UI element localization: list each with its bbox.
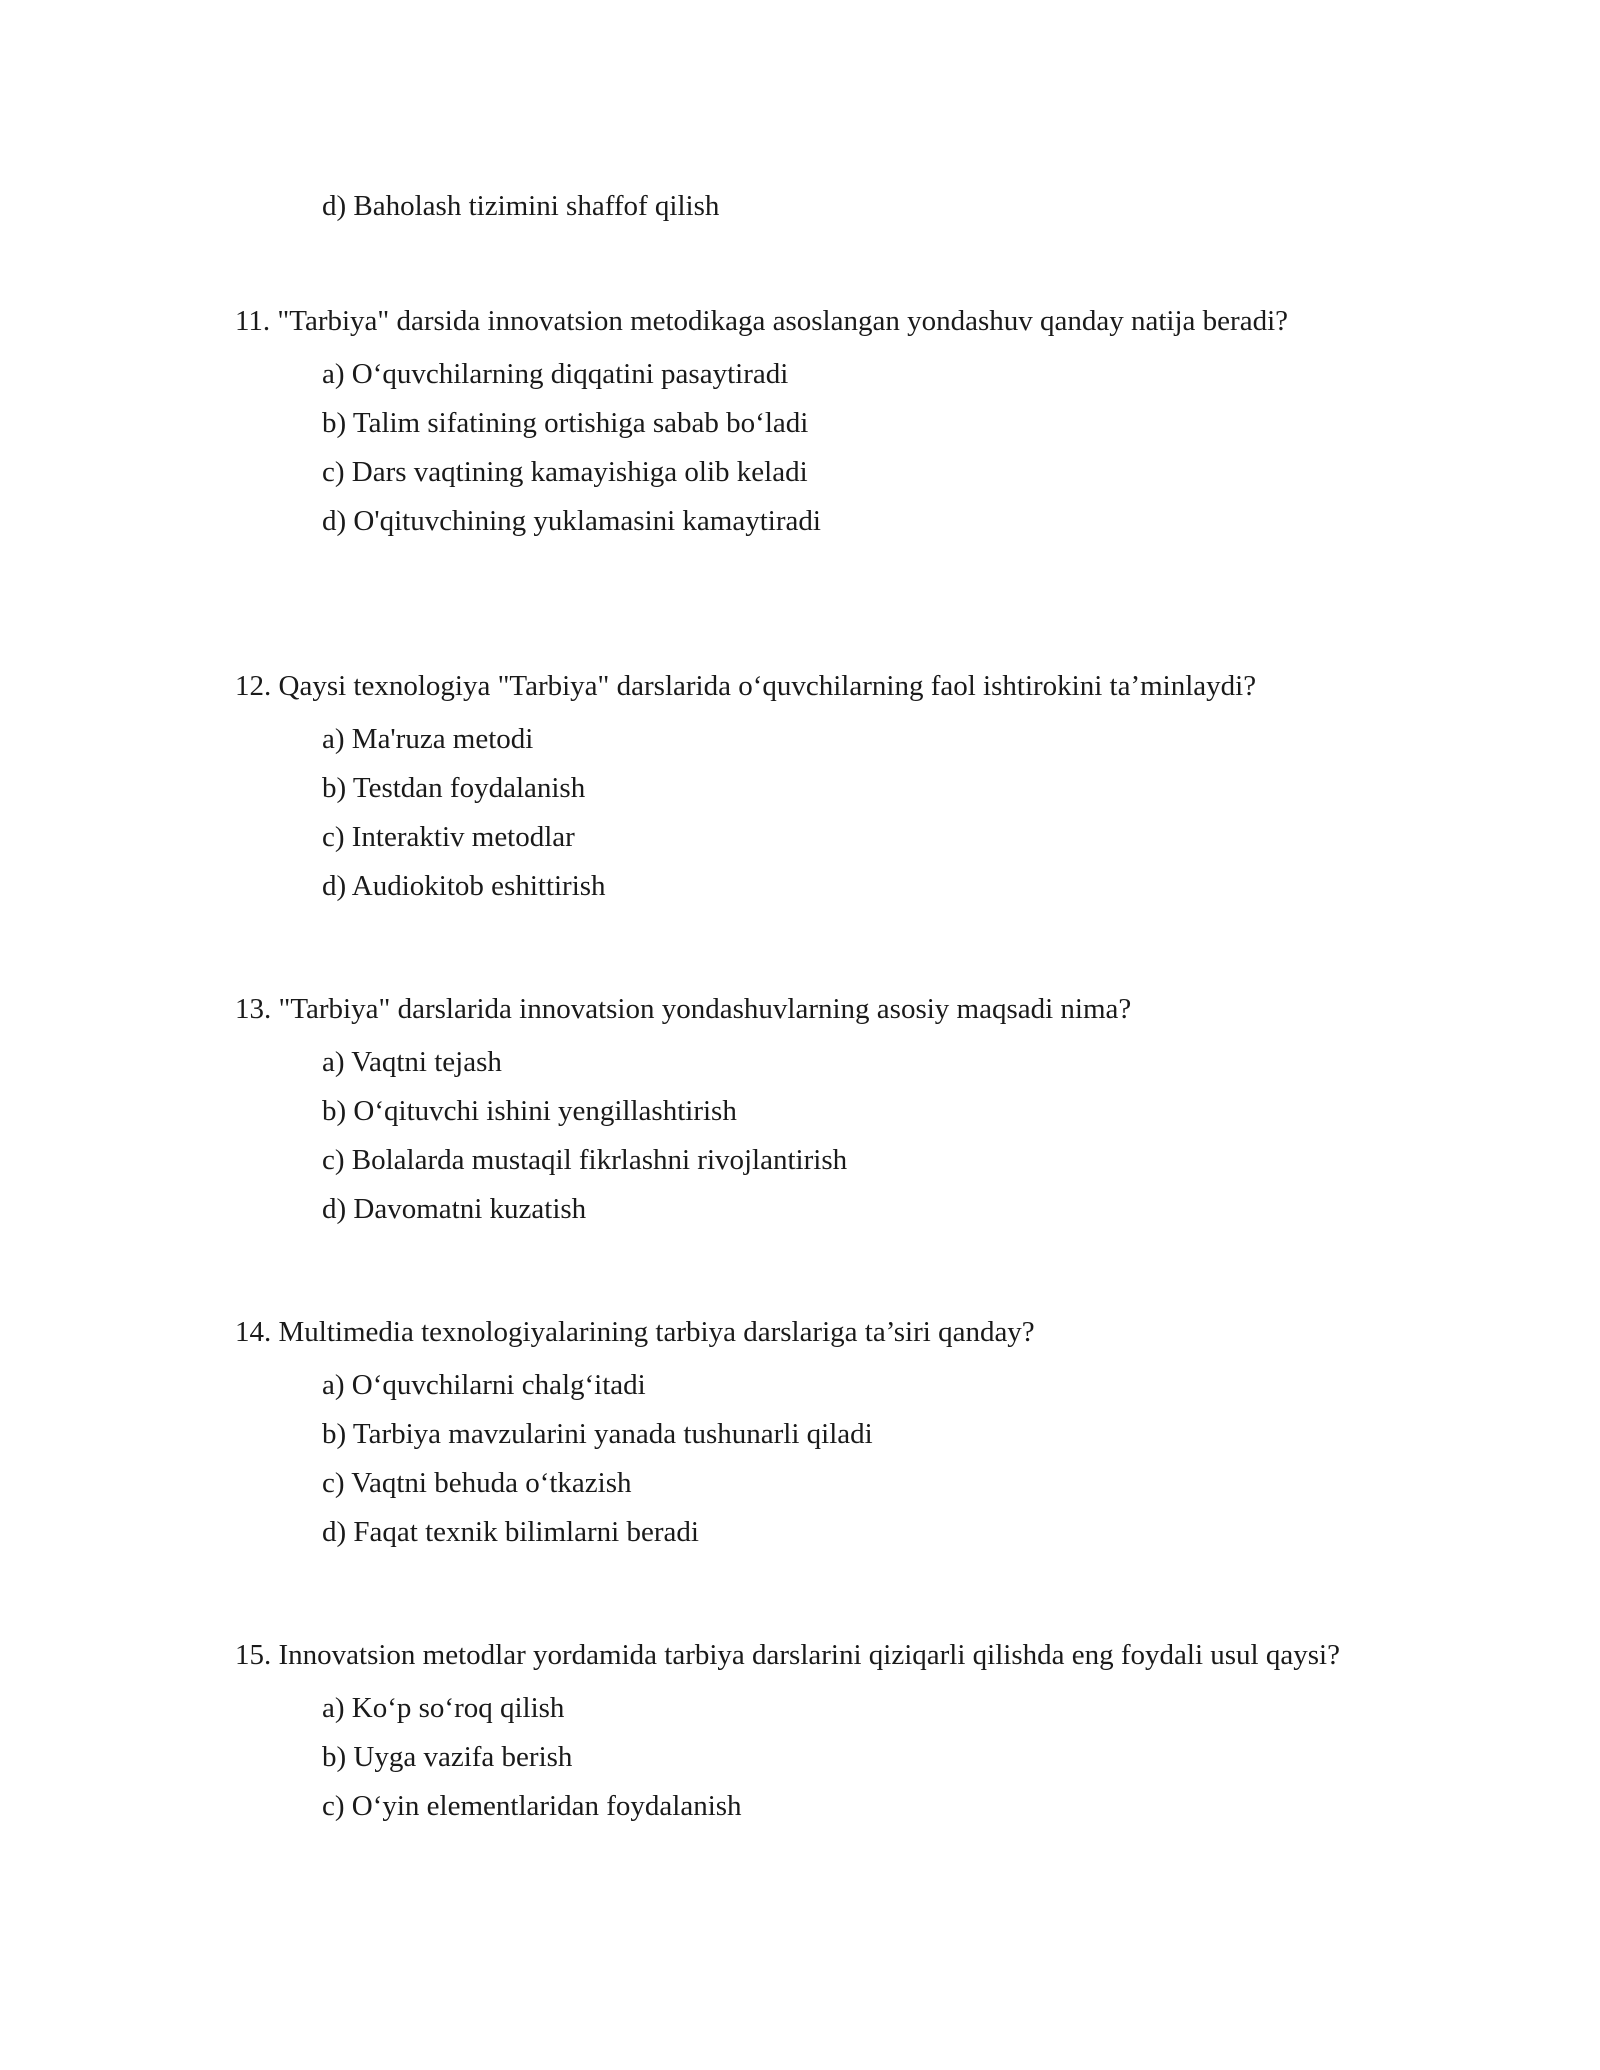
option-a: a) Vaqtni tejash [322, 1046, 502, 1078]
options-list [322, 1690, 1365, 1837]
option-c: c) Bolalarda mustaqil fikrlashni rivojlantirish [322, 1144, 848, 1176]
question-14 [235, 1311, 1365, 1563]
options-list [322, 356, 1365, 552]
option-d: d) Davomatni kuzatish [322, 1193, 587, 1225]
option-c: c) Interaktiv metodlar [322, 821, 575, 853]
option-d: d) Faqat texnik bilimlarni beradi [322, 1516, 699, 1548]
options-list [322, 1367, 1365, 1563]
options-list [322, 721, 1365, 917]
option-b: b) O‘qituvchi ishini yengillashtirish [322, 1095, 737, 1127]
question-text: 11. "Tarbiya" darsida innovatsion metodikaga asoslangan yondashuv qanday natija beradi? [235, 305, 1288, 337]
option-d-continued: d) Baholash tizimini shaffof qilish [322, 190, 720, 222]
question-text: 12. Qaysi texnologiya "Tarbiya" darslarida o‘quvchilarning faol ishtirokini ta’minlaydi? [235, 670, 1257, 702]
question-11 [235, 300, 1365, 552]
option-a: a) O‘quvchilarning diqqatini pasaytiradi [322, 358, 789, 390]
question-text: 14. Multimedia texnologiyalarining tarbiya darslariga ta’siri qanday? [235, 1316, 1035, 1348]
question-12 [235, 665, 1365, 917]
option-d: d) Audiokitob eshittirish [322, 870, 606, 902]
option-a: a) Ma'ruza metodi [322, 723, 534, 755]
option-b: b) Testdan foydalanish [322, 772, 586, 804]
option-b: b) Tarbiya mavzularini yanada tushunarli qiladi [322, 1418, 873, 1450]
question-text: 15. Innovatsion metodlar yordamida tarbiya darslarini qiziqarli qilishda eng foydali usul qaysi? [235, 1639, 1340, 1671]
question-text: 13. "Tarbiya" darslarida innovatsion yondashuvlarning asosiy maqsadi nima? [235, 993, 1132, 1025]
question-13 [235, 988, 1365, 1240]
option-b: b) Uyga vazifa berish [322, 1741, 573, 1773]
option-c: c) Vaqtni behuda o‘tkazish [322, 1467, 632, 1499]
option-a: a) Ko‘p so‘roq qilish [322, 1692, 565, 1724]
option-c: c) Dars vaqtining kamayishiga olib keladi [322, 456, 808, 488]
question-15 [235, 1634, 1365, 1837]
option-a: a) O‘quvchilarni chalg‘itadi [322, 1369, 646, 1401]
options-list [322, 1044, 1365, 1240]
option-d: d) O'qituvchining yuklamasini kamaytiradi [322, 505, 821, 537]
option-b: b) Talim sifatining ortishiga sabab bo‘ladi [322, 407, 809, 439]
option-c: c) O‘yin elementlaridan foydalanish [322, 1790, 742, 1822]
